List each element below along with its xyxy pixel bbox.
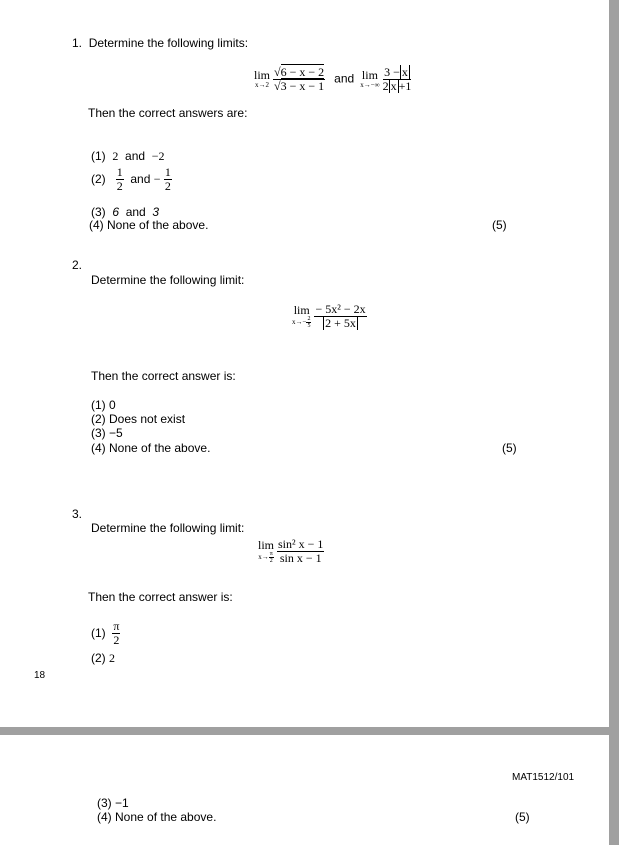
- question-3-number: 3.: [72, 507, 83, 521]
- fraction-2: $\frac{3 - x}{2 x +1}$: [382, 65, 412, 93]
- fraction-1: $\frac{√6 - x - 2}{√3 - x - 1}$: [274, 65, 325, 93]
- question-1-expression: [254, 66, 411, 93]
- and-word: and: [334, 71, 355, 86]
- question-1-marks: (5): [492, 218, 507, 232]
- question-1-heading: [72, 36, 248, 50]
- question-2-option-1: (1) 0: [91, 398, 116, 412]
- question-3-option-3: (3) −1: [97, 796, 129, 810]
- question-1-lead: Then the correct answers are:: [88, 106, 248, 120]
- fraction: $\frac{\text{− 5x² − 2x}}{2 + 5x}$: [315, 302, 366, 330]
- question-2-option-4: (4) None of the above.: [91, 441, 211, 455]
- question-2-expression: [292, 303, 367, 330]
- question-2-option-2: (2) Does not exist: [91, 412, 186, 426]
- question-2-number: 2.: [72, 258, 83, 272]
- question-3-lead: Then the correct answer is:: [88, 590, 233, 604]
- page-header-code: MAT1512/101: [512, 772, 575, 783]
- question-1-number: 1.: [72, 36, 83, 50]
- question-2-prompt: Determine the following limit:: [91, 273, 245, 287]
- question-2-lead: Then the correct answer is:: [91, 369, 236, 383]
- limit-operator: lim x→− $\frac{2}{5}$: [292, 302, 311, 329]
- limit-operator-2: lim x→−∞: [360, 68, 380, 89]
- limit-operator: lim x→2: [254, 68, 271, 89]
- question-3-option-4: (4) None of the above.: [97, 810, 217, 824]
- question-1-option-3: (3) 6 and 3: [91, 205, 160, 219]
- page-2: [0, 735, 609, 845]
- fraction: $\frac{\text{sin² x − 1}}{\text{sin x − 1}}$: [278, 537, 324, 565]
- question-3-option-1: (1) $\frac{\pi}{2}$: [91, 619, 120, 648]
- question-1-option-4: (4) None of the above.: [89, 218, 209, 232]
- question-1-prompt: Determine the following limits:: [88, 36, 249, 50]
- question-1-option-2: (2) $\frac{1}{2}$ and − $\frac{1}{2}$: [91, 165, 171, 194]
- question-3-expression: [258, 538, 324, 565]
- question-3-prompt: Determine the following limit:: [91, 521, 245, 535]
- question-1-option-1: (1) 2 and −2: [91, 149, 165, 163]
- question-3-option-2: (2) 2: [91, 651, 116, 665]
- limit-operator: lim x→ $\frac{\pi}{2}$: [258, 537, 275, 564]
- question-2-option-3: (3) −5: [91, 426, 123, 440]
- page-number: 18: [34, 670, 46, 681]
- question-2-marks: (5): [502, 441, 517, 455]
- question-3-marks: (5): [515, 810, 530, 824]
